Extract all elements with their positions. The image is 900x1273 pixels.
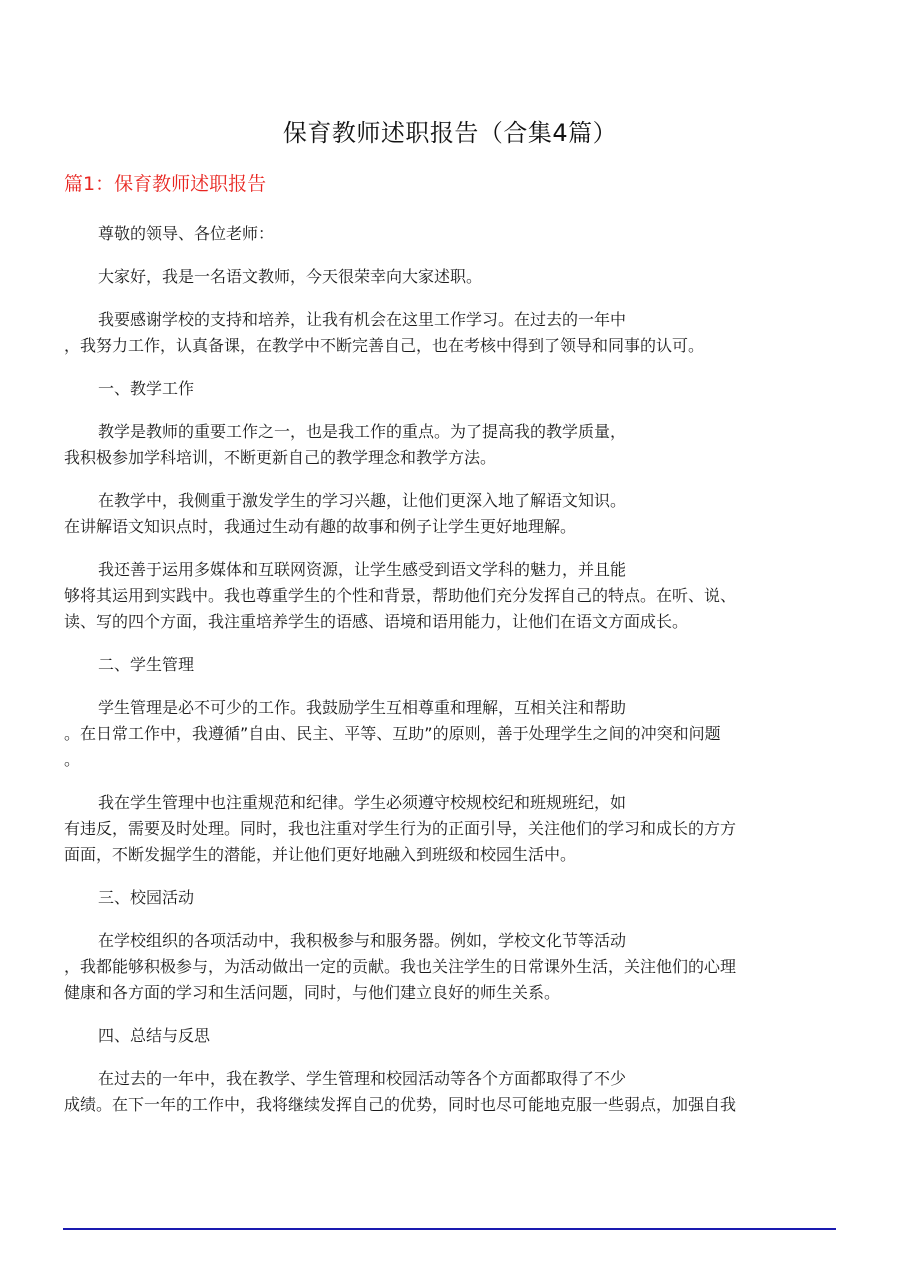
paragraph-line: 我在学生管理中也注重规范和纪律。学生必须遵守校规校纪和班规班纪，如 (98, 793, 627, 812)
paragraph-line: 在讲解语文知识点时，我通过生动有趣的故事和例子让学生更好地理解。 (64, 517, 577, 536)
paragraph (64, 557, 844, 635)
paragraph (64, 1066, 844, 1118)
paragraph-line: 读、写的四个方面，我注重培养学生的语感、语境和语用能力，让他们在语文方面成长。 (64, 612, 689, 631)
paragraph (64, 695, 844, 773)
paragraph-line: 教学是教师的重要工作之一，也是我工作的重点。为了提高我的教学质量， (98, 422, 627, 441)
paragraph-line: 大家好，我是一名语文教师，今天很荣幸向大家述职。 (98, 267, 483, 286)
paragraph-line: 尊敬的领导、各位老师： (98, 224, 275, 243)
paragraph (64, 488, 844, 540)
paragraph (64, 790, 844, 868)
footer-rule (63, 1228, 836, 1230)
subsection-heading: 二、学生管理 (98, 655, 195, 674)
paragraph-line: ，我努力工作，认真备课，在教学中不断完善自己，也在考核中得到了领导和同事的认可。 (64, 336, 705, 355)
paragraph-line: 在过去的一年中，我在教学、学生管理和校园活动等各个方面都取得了不少 (98, 1069, 627, 1088)
subsection-heading: 三、校园活动 (98, 888, 195, 907)
document-title: 保育教师述职报告（合集4篇） (282, 119, 618, 147)
paragraph-line: 在教学中，我侧重于激发学生的学习兴趣，让他们更深入地了解语文知识。 (98, 491, 627, 510)
paragraph-line: 有违反，需要及时处理。同时，我也注重对学生行为的正面引导，关注他们的学习和成长的方方 (64, 819, 737, 838)
paragraph-line: 成绩。在下一年的工作中，我将继续发挥自己的优势，同时也尽可能地克服一些弱点，加强自我 (64, 1095, 737, 1114)
paragraph-line: 。 (64, 750, 81, 769)
subsection-heading: 一、教学工作 (98, 379, 195, 398)
paragraph (64, 221, 844, 247)
paragraph-line: 面面，不断发掘学生的潜能，并让他们更好地融入到班级和校园生活中。 (64, 845, 577, 864)
document-body (64, 221, 844, 1135)
section-heading: 篇1：保育教师述职报告 (64, 173, 267, 195)
paragraph-line: 学生管理是必不可少的工作。我鼓励学生互相尊重和理解，互相关注和帮助 (98, 698, 627, 717)
paragraph-line: 我还善于运用多媒体和互联网资源，让学生感受到语文学科的魅力，并且能 (98, 560, 627, 579)
paragraph-line: 够将其运用到实践中。我也尊重学生的个性和背景，帮助他们充分发挥自己的特点。在听、说、 (64, 586, 737, 605)
paragraph (64, 419, 844, 471)
paragraph (64, 307, 844, 359)
paragraph (64, 928, 844, 1006)
subsection-heading: 四、总结与反思 (98, 1026, 211, 1045)
paragraph-line: 我积极参加学科培训，不断更新自己的教学理念和教学方法。 (64, 448, 497, 467)
paragraph-line: ，我都能够积极参与，为活动做出一定的贡献。我也关注学生的日常课外生活，关注他们的心理 (64, 957, 737, 976)
paragraph (64, 264, 844, 290)
paragraph-line: 。在日常工作中，我遵循”自由、民主、平等、互助”的原则，善于处理学生之间的冲突和问题 (64, 724, 721, 743)
paragraph-line: 健康和各方面的学习和生活问题，同时，与他们建立良好的师生关系。 (64, 983, 561, 1002)
paragraph-line: 在学校组织的各项活动中，我积极参与和服务器。例如，学校文化节等活动 (98, 931, 627, 950)
paragraph-line: 我要感谢学校的支持和培养，让我有机会在这里工作学习。在过去的一年中 (98, 310, 627, 329)
